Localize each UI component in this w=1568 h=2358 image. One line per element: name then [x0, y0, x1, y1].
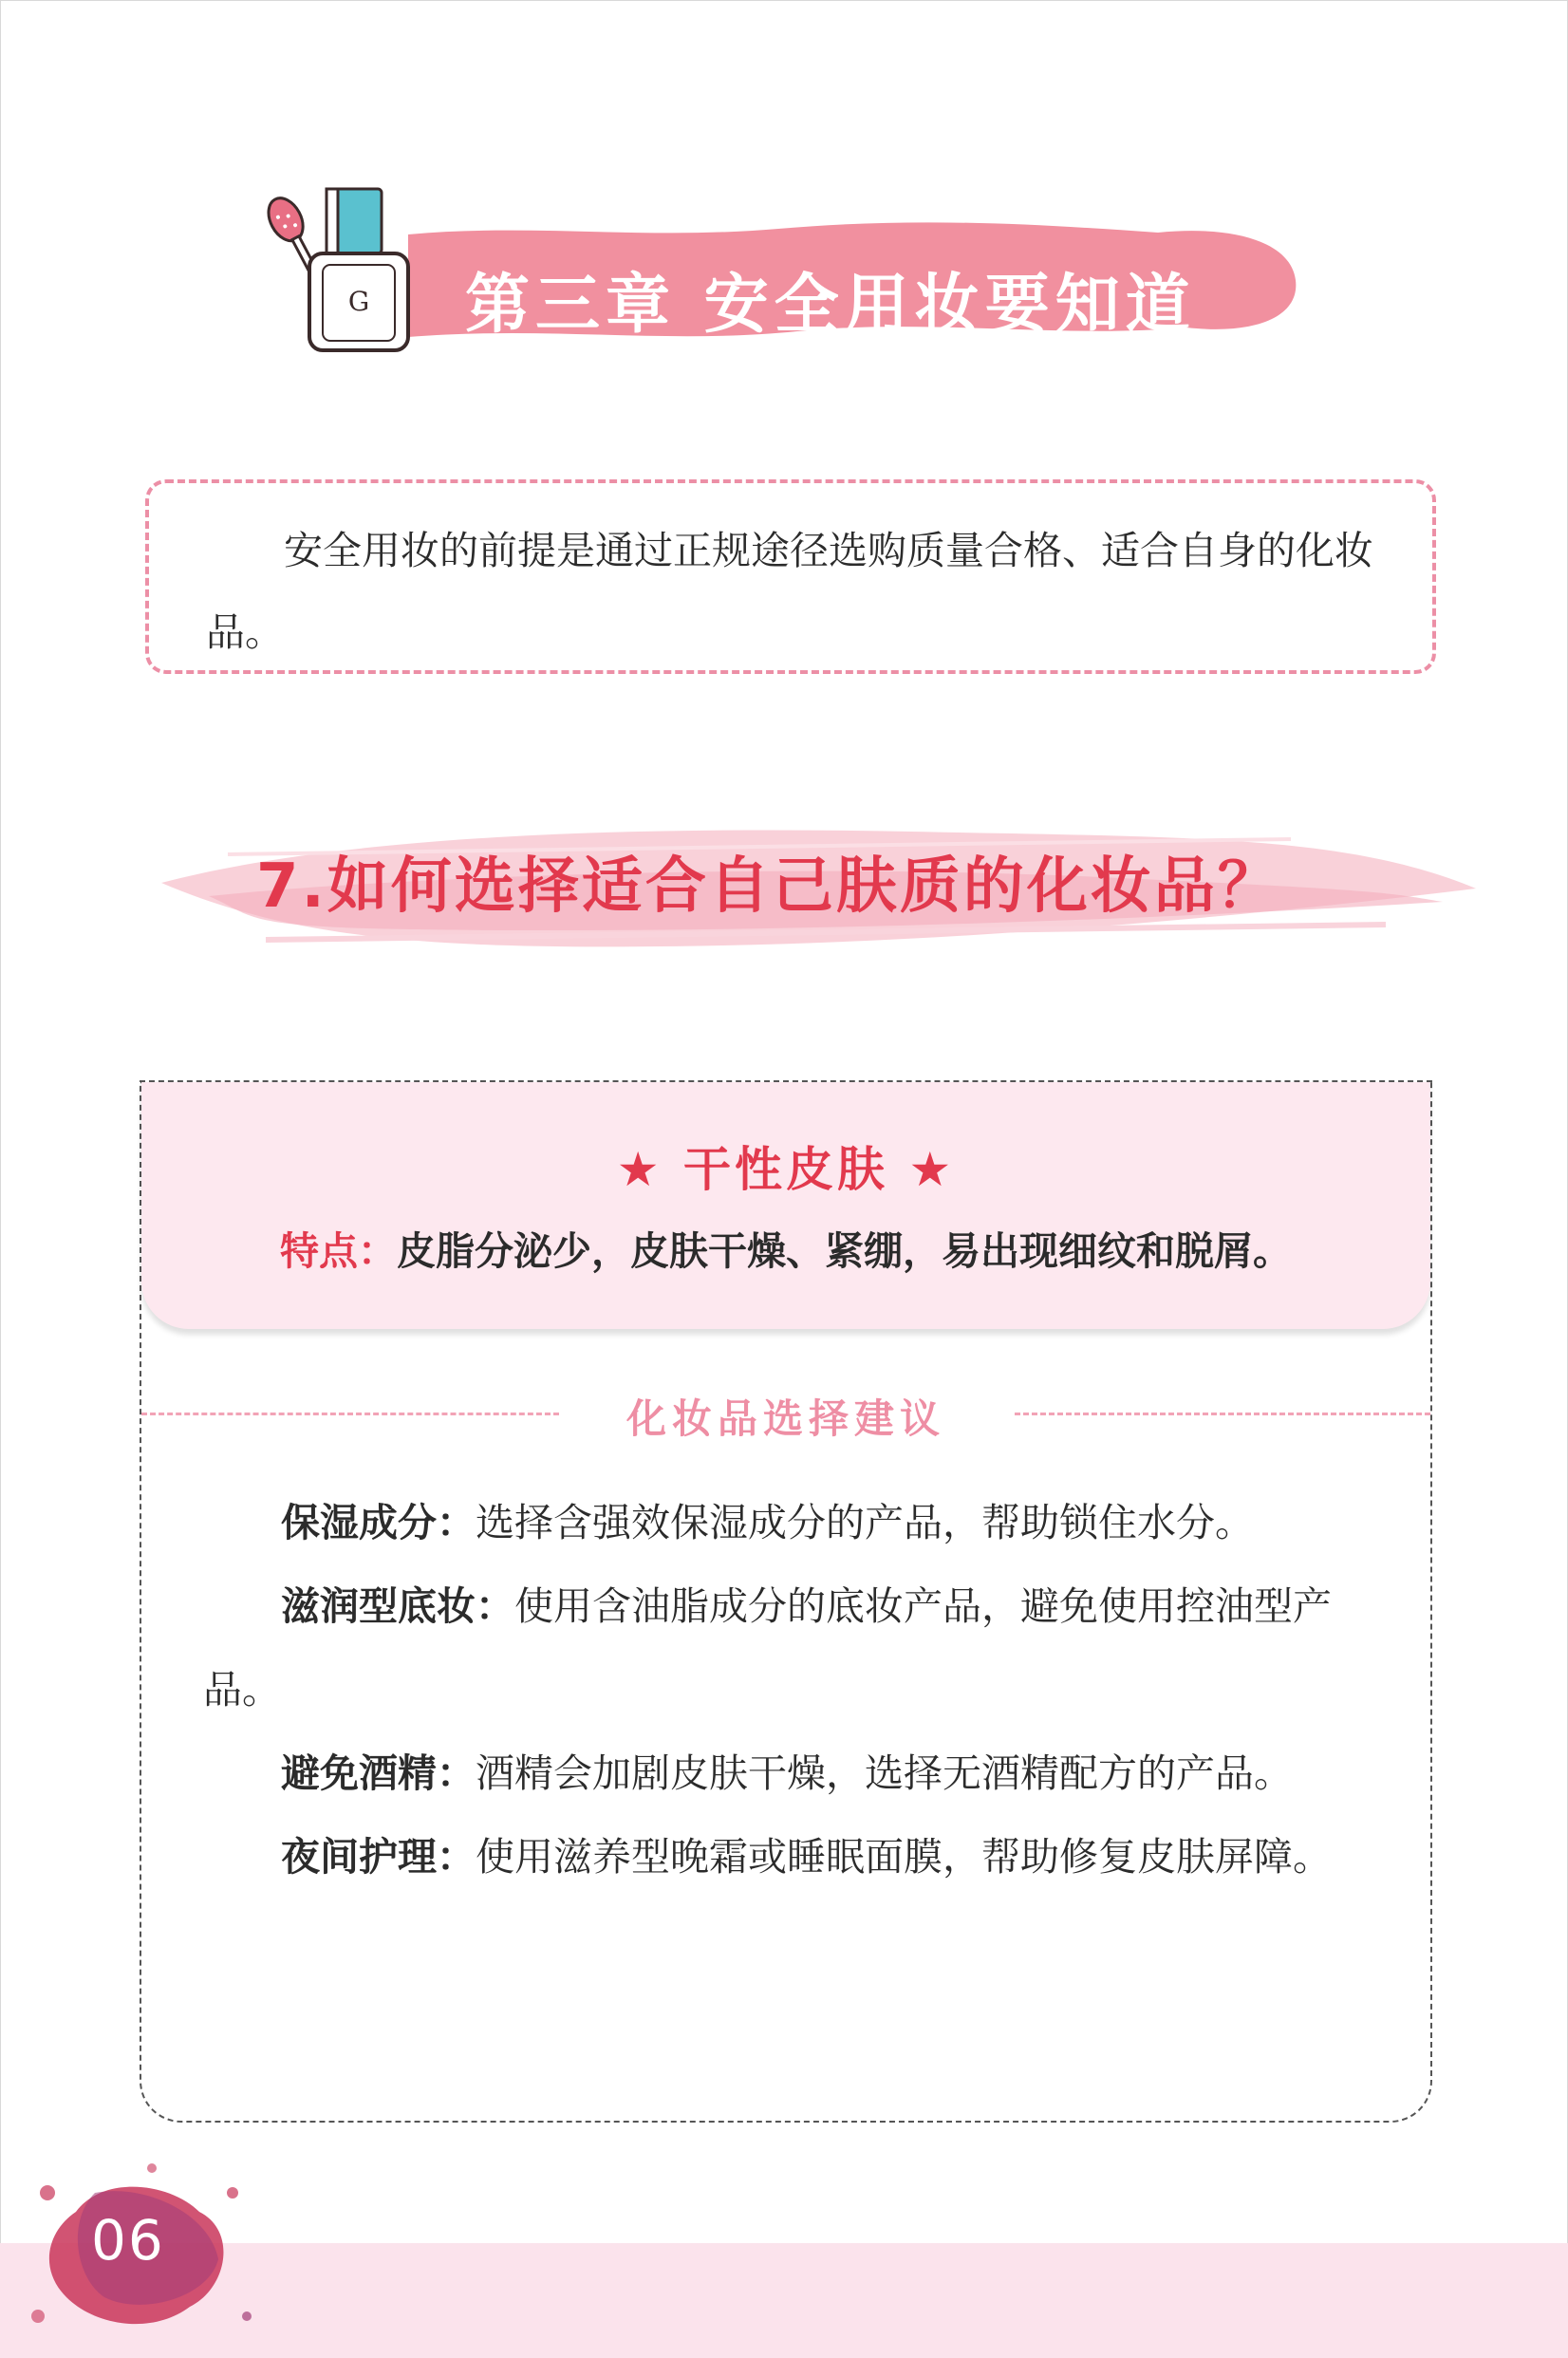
section-divider — [141, 1384, 1430, 1441]
tip-label: 避免酒精： — [281, 1750, 476, 1796]
tip-item — [203, 1481, 1380, 1564]
tips-list — [203, 1481, 1380, 1899]
page-number: 06 — [91, 2208, 165, 2273]
tip-label: 保湿成分： — [281, 1500, 476, 1545]
section-title: 化妆品选择建议 — [625, 1395, 945, 1442]
question-title: 7.如何选择适合自己肤质的化妆品？ — [256, 852, 1281, 922]
tip-label: 滋润型底妆： — [281, 1583, 514, 1629]
trait-text: 皮脂分泌少，皮肤干燥、紧绷，易出现细纹和脱屑。 — [397, 1228, 1292, 1274]
tip-item — [203, 1815, 1380, 1899]
card-header — [141, 1082, 1430, 1329]
intro-text: 安全用妆的前提是通过正规途径选购质量合格、适合自身的化妆品。 — [206, 528, 1373, 655]
tip-text: 选择含强效保湿成分的产品，帮助锁住水分。 — [476, 1500, 1254, 1545]
tip-text: 使用含油脂成分的底妆产品，避免使用控油型产品。 — [203, 1583, 1332, 1712]
tip-text: 酒精会加剧皮肤干燥，选择无酒精配方的产品。 — [476, 1750, 1293, 1796]
chapter-title: 第三章 安全用妆要知道 — [465, 268, 1196, 343]
skin-type-card — [140, 1080, 1432, 2123]
svg-text:G: G — [347, 286, 370, 317]
chapter-header — [247, 185, 1310, 375]
tip-text: 使用滋养型晚霜或睡眠面膜，帮助修复皮肤屏障。 — [476, 1834, 1332, 1880]
intro-box — [145, 479, 1436, 674]
tip-item — [203, 1564, 1380, 1731]
tip-item — [203, 1731, 1380, 1815]
trait-line — [141, 1220, 1430, 1276]
tip-label: 夜间护理： — [281, 1834, 476, 1880]
trait-label: 特点： — [280, 1228, 397, 1274]
question-heading — [152, 797, 1481, 968]
skin-type-title: ★ 干性皮肤 ★ — [616, 1142, 956, 1197]
